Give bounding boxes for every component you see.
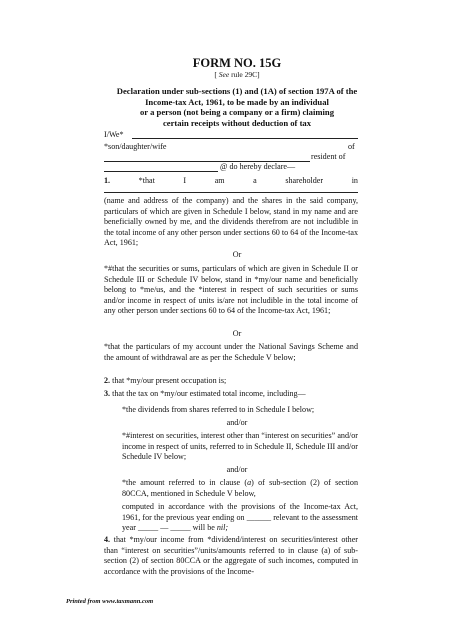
para-shares: (name and address of the company) and the shares in the said company, particulars of which are given in Schedule I below, stand in my name and are beneficially owned by me, and the dividends therefrom are not includible in the total income of any other person under sections 60 to 64 of the Income-tax Act, 1961; [104,196,358,248]
dividend-line: *the dividends from shares referred to in Schedule I below; [122,405,315,414]
form-title: FORM NO. 15G [192,56,282,70]
interest-paragraph: *#interest on securities, interest other than “interest on securities” and/or income in respect of units, referred to in Schedule II, Schedule III and/or Schedule IV below; [122,431,358,462]
item-2: 2. that *my/our present occupation is; [104,376,227,385]
item-3: 3. that the tax on *my/our estimated total income, including— [104,389,306,398]
or-separator-1: Or [232,250,242,259]
of-label: of [348,142,355,151]
address-blank[interactable] [104,171,218,172]
resident-label: resident of [311,152,346,161]
iwe-label: I/We* [104,130,124,139]
andor-1: and/or [226,418,248,427]
andor-2: and/or [226,465,248,474]
rule-reference: [ See rule 29C] [214,70,260,79]
item-4: 4. that *my/our income from *dividend/interest on securities/interest other than “interest on securities”/units/amounts referred to in clause (a) of sub-section (2) of section 80CCA or the aggregate of such incomes, computed in accordance with the provisions of the Income- [104,535,358,576]
amount-paragraph: *the amount referred to in clause (a) of sub-section (2) of section 80CCA, mentioned in Schedule V below, [122,478,358,498]
item-1-line: 1. *that I am a shareholder in [104,176,358,185]
relation-label: *son/daughter/wife [104,142,167,151]
para-securities: *#that the securities or sums, particulars of which are given in Schedule II or Schedule III or Schedule IV below, stand in *my/our name and beneficially belong to *me/us, and the *interest in respect of such securities or sums and/or income in respect of units is/are not includible in the total income of any other person under sections 60 to 64 of the Income-tax Act, 1961; [104,264,358,316]
computed-paragraph: computed in accordance with the provisions of the Income-tax Act, 1961, for the previous year ending on ______ relevant to the assessment year _____ — _____ will be nil; [122,502,358,533]
name-blank[interactable] [132,138,358,139]
or-separator-2: Or [232,329,242,338]
form-heading: Declaration under sub-sections (1) and (1A) of section 197A of the Income-tax Act, 1961, to be made by an individual or a person (not being a company or a firm) claiming certain receipts without deduction of tax [116,86,358,128]
declare-label: @ do hereby declare— [220,162,296,171]
company-blank[interactable] [104,192,358,193]
footer-printed-from: Printed from www.taxmann.com [66,598,154,605]
para-nss: *that the particulars of my account under the National Savings Scheme and the amount of withdrawal are as per the Schedule V below; [104,342,358,362]
